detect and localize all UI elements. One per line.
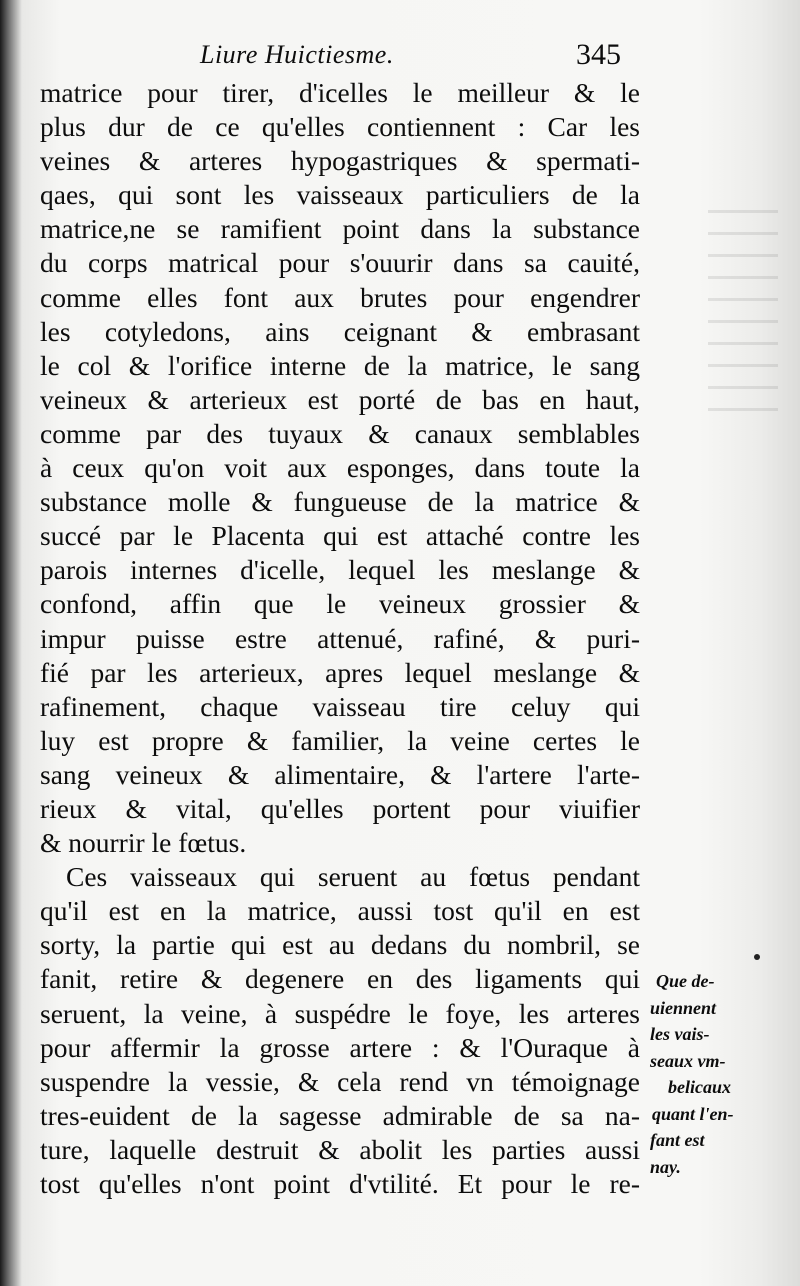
marginal-line: seaux vm- [650, 1050, 726, 1071]
text-line: veineux & arterieux est porté de bas en haut, [40, 383, 640, 415]
text-line: substance molle & fungueuse de la matrice & [40, 486, 640, 518]
running-head: Liure Huictiesme. [200, 40, 394, 69]
text-line: fié par les arterieux, apres lequel meslange & [40, 656, 640, 688]
text-line: à ceux qu'on voit aux esponges, dans toute la [40, 452, 640, 484]
marginal-note [650, 968, 770, 1180]
marginal-line: Que de- [656, 971, 715, 991]
text-line: le col & l'orifice interne de la matrice, le sang [40, 349, 640, 381]
show-through-bleed [708, 210, 778, 430]
text-line: confond, affin que le veineux grossier & [40, 588, 640, 620]
text-line: tres-euident de la sagesse admirable de sa na- [40, 1099, 640, 1131]
text-line: sorty, la partie qui est au dedans du nombril, se [40, 929, 640, 961]
paragraph-2 [40, 860, 640, 1201]
text-line: parois internes d'icelle, lequel les meslange & [40, 554, 640, 586]
marginal-line: nay. [650, 1156, 681, 1177]
text-line: matrice,ne se ramifient point dans la substance [40, 213, 640, 245]
text-line: du corps matrical pour s'ouurir dans sa cauité, [40, 247, 640, 279]
text-line: pour affermir la grosse artere : & l'Ouraque à [40, 1031, 640, 1063]
text-line: Ces vaisseaux qui seruent au fœtus pendant [66, 861, 640, 893]
text-line: suspendre la vessie, & cela rend vn témoignage [40, 1065, 640, 1097]
text-line: matrice pour tirer, d'icelles le meilleur & le [40, 77, 640, 108]
marginal-line: les vais- [650, 1024, 710, 1044]
text-line: plus dur de ce qu'elles contiennent : Car les [40, 111, 640, 143]
text-line: & nourrir le fœtus. [40, 827, 247, 859]
text-line: rieux & vital, qu'elles portent pour viuifier [40, 792, 640, 824]
paragraph-1 [40, 76, 640, 860]
text-line: comme par des tuyaux & canaux semblables [40, 417, 640, 449]
text-line: ture, laquelle destruit & abolit les parties aussi [40, 1133, 640, 1165]
text-line: qu'il est en la matrice, aussi tost qu'il en est [40, 895, 640, 927]
page-number: 345 [576, 38, 621, 71]
text-line: luy est propre & familier, la veine certes le [40, 724, 640, 756]
text-line: les cotyledons, ains ceignant & embrasant [40, 315, 640, 347]
marginal-line: belicaux [668, 1077, 731, 1097]
text-line: impur puisse estre attenué, rafiné, & puri- [40, 622, 640, 654]
marginal-line: quant l'en- [652, 1103, 734, 1124]
marginal-line: fant est [650, 1130, 705, 1150]
text-line: tost qu'elles n'ont point d'vtilité. Et pour le re- [40, 1168, 640, 1199]
text-line: sang veineux & alimentaire, & l'artere l'arte- [40, 758, 640, 790]
text-line: comme elles font aux brutes pour engendrer [40, 281, 640, 313]
text-line: fanit, retire & degenere en des ligaments qui [40, 963, 640, 995]
marginal-line: uiennent [650, 997, 717, 1018]
text-line: succé par le Placenta qui est attaché contre les [40, 520, 640, 552]
text-line: seruent, la veine, à suspédre le foye, les arteres [40, 997, 640, 1029]
text-line: veines & arteres hypogastriques & spermati- [40, 145, 640, 177]
ink-speck [754, 954, 760, 960]
body-text [40, 76, 640, 1201]
text-line: qaes, qui sont les vaisseaux particuliers de la [40, 179, 640, 211]
text-line: rafinement, chaque vaisseau tire celuy qui [40, 690, 640, 722]
